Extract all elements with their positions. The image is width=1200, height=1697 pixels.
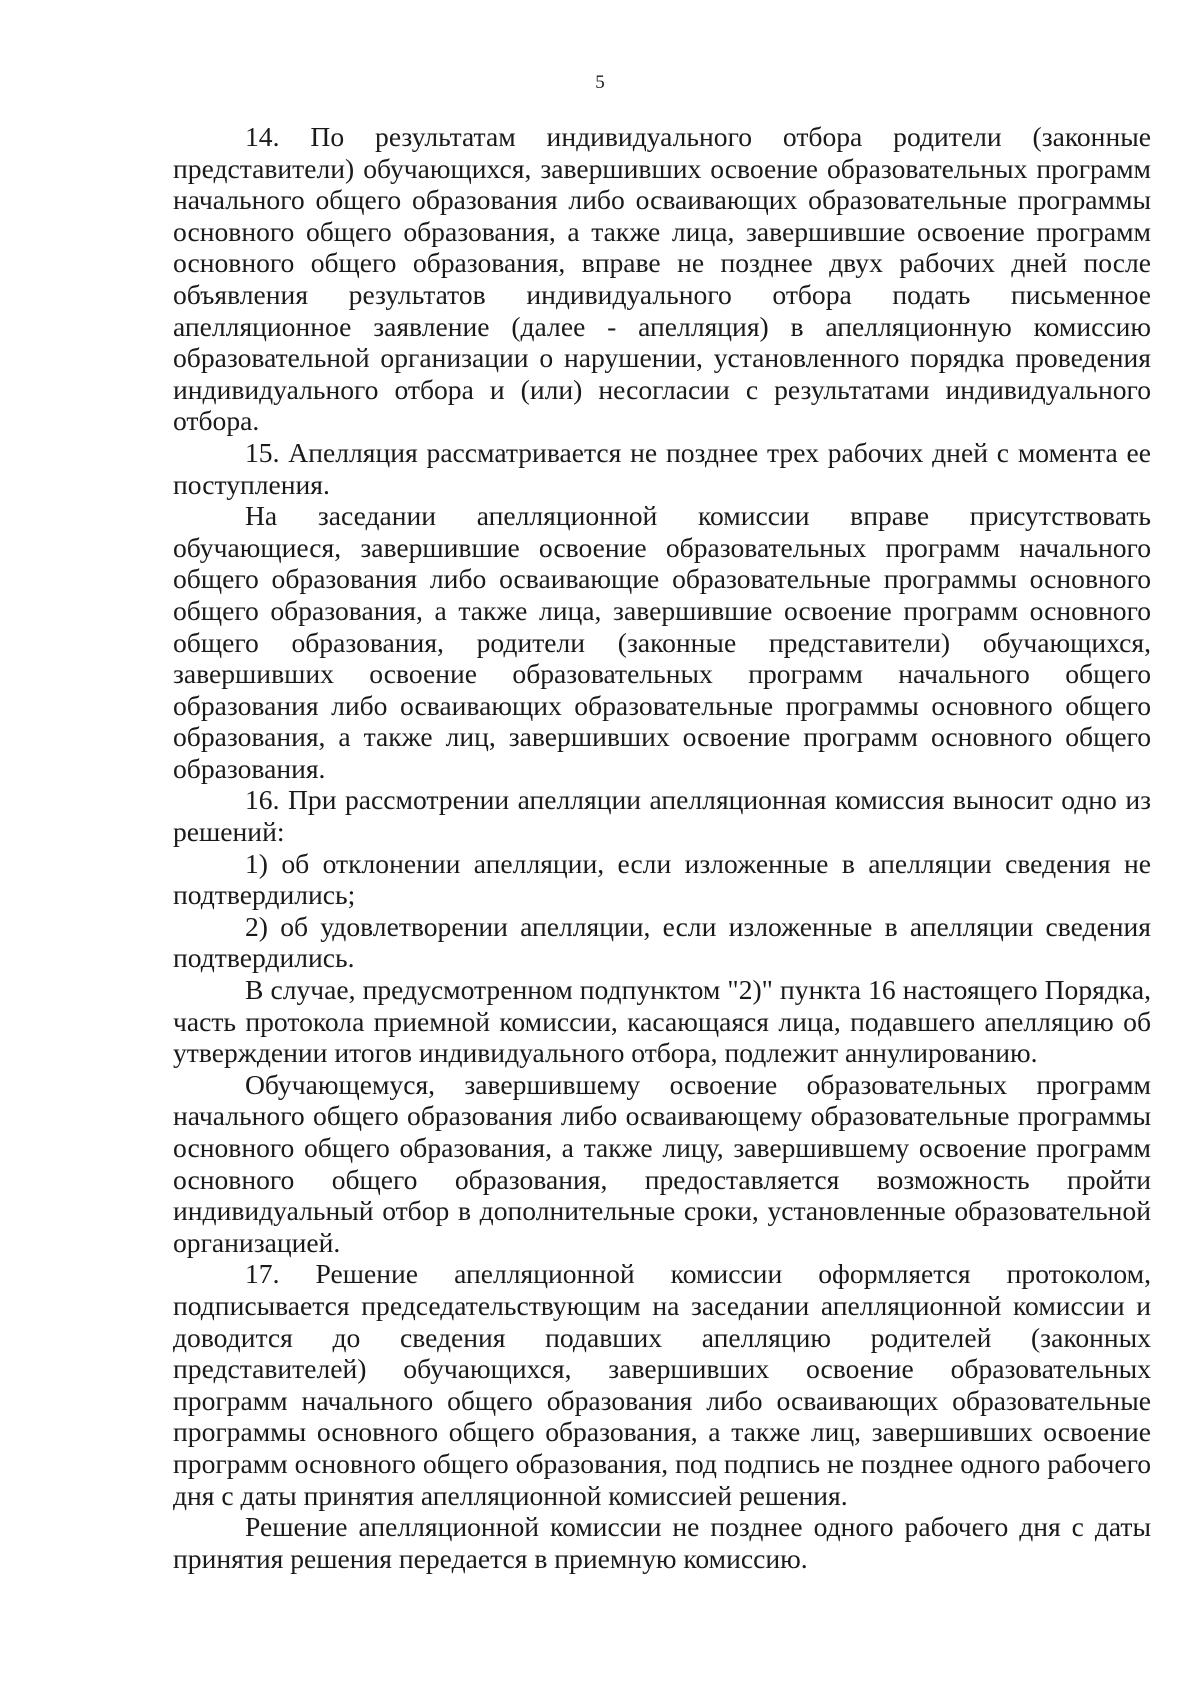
paragraph-16-item-2: 2) об удовлетворении апелляции, если изложенные в апелляции сведения подтвердились. — [173, 910, 1151, 974]
paragraph-15-attendance: На заседании апелляционной комиссии вправе присутствовать обучающиеся, завершившие освоение образовательных программ начального общего образования либо осваивающие образовательные программы основного общего образования, а также лица, завершившие освоение программ основного общего образования, родители (законные представители) обучающихся, завершивших освоение образовательных программ начального общего образования либо осваивающих образовательные программы основного общего образования, а также лиц, завершивших освоение программ основного общего образования. — [173, 500, 1151, 784]
paragraph-17: 17. Решение апелляционной комиссии оформляется протоколом, подписывается председательствующим на заседании апелляционной комиссии и доводится до сведения подавших апелляцию родителей (законных представителей) обучающихся, завершивших освоение образовательных программ начального общего образования либо осваивающих образовательные программы основного общего образования, а также лиц, завершивших освоение программ основного общего образования, под подпись не позднее одного рабочего дня с даты принятия апелляционной комиссией решения. — [173, 1258, 1151, 1511]
page-number: 5 — [595, 72, 605, 93]
paragraph-16-item-1: 1) об отклонении апелляции, если изложенные в апелляции сведения не подтвердились; — [173, 847, 1151, 911]
paragraph-15: 15. Апелляция рассматривается не позднее трех рабочих дней с момента ее поступления. — [173, 436, 1151, 500]
paragraph-16-annulment: В случае, предусмотренном подпунктом "2)" пункта 16 настоящего Порядка, часть протокола приемной комиссии, касающаяся лица, подавшего апелляцию об утверждении итогов индивидуального отбора, подлежит аннулированию. — [173, 974, 1151, 1069]
paragraph-16-additional-terms: Обучающемуся, завершившему освоение образовательных программ начального общего образования либо осваивающему образовательные программы основного общего образования, а также лицу, завершившему освоение программ основного общего образования, предоставляется возможность пройти индивидуальный отбор в дополнительные сроки, установленные образовательной организацией. — [173, 1068, 1151, 1258]
paragraph-14: 14. По результатам индивидуального отбора родители (законные представители) обучающихся, завершивших освоение образовательных программ начального общего образования либо осваивающих образовательные программы основного общего образования, а также лица, завершившие освоение программ основного общего образования, вправе не позднее двух рабочих дней после объявления результатов индивидуального отбора подать письменное апелляционное заявление (далее - апелляция) в апелляционную комиссию образовательной организации о нарушении, установленного порядка проведения индивидуального отбора и (или) несогласии с результатами индивидуального отбора. — [173, 121, 1151, 437]
paragraph-16: 16. При рассмотрении апелляции апелляционная комиссия выносит одно из решений: — [173, 784, 1151, 848]
paragraph-17-transfer: Решение апелляционной комиссии не позднее одного рабочего дня с даты принятия решения передается в приемную комиссию. — [173, 1511, 1151, 1574]
document-body — [173, 121, 1151, 1574]
